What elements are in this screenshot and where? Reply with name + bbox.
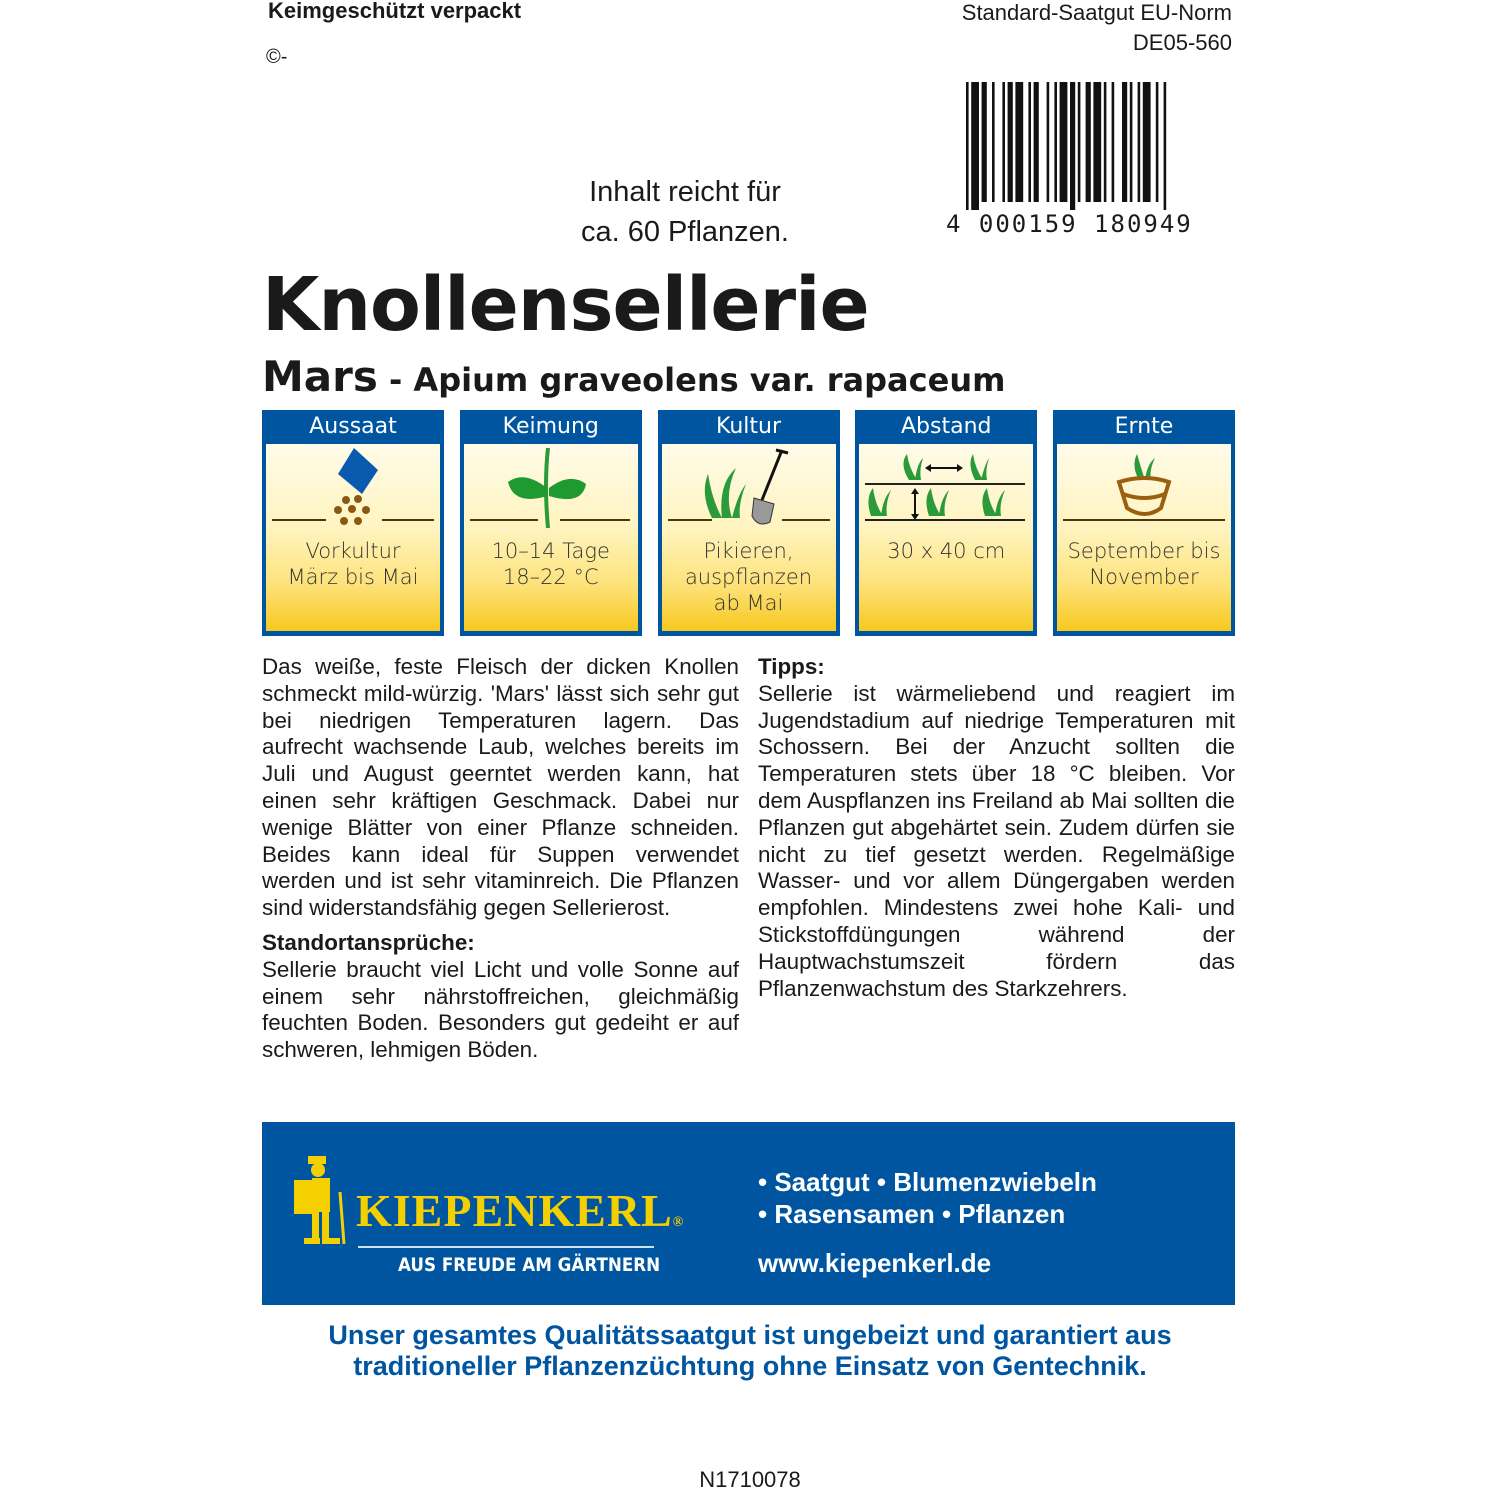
panel-text: September bis: [1067, 539, 1221, 563]
barcode-bar: [1156, 82, 1159, 202]
content-note-line: Inhalt reicht für: [589, 176, 781, 208]
barcode-bar: [1143, 82, 1151, 202]
product-subtitle: [262, 352, 1005, 401]
kiepenkerl-figure-icon: [292, 1152, 356, 1252]
description-column: [262, 654, 739, 1064]
barcode: [946, 82, 1222, 238]
plant-spade-icon: [662, 444, 836, 534]
variety-name: Mars: [262, 352, 378, 401]
panel-text: Vorkultur: [305, 539, 401, 563]
article-code: N1710078: [699, 1467, 801, 1492]
barcode-bar: [1130, 82, 1133, 202]
barcode-bar: [1002, 82, 1005, 202]
barcode-bar: [1028, 82, 1031, 202]
barcode-bar: [982, 82, 987, 202]
panel-aussaat: [262, 410, 444, 636]
panel-text: 30 x 40 cm: [887, 539, 1006, 563]
barcode-bar: [1008, 82, 1013, 202]
barcode-bar: [1086, 82, 1091, 202]
panel-text: November: [1089, 565, 1199, 589]
barcode-bar: [1164, 82, 1167, 210]
description-text: Das weiße, feste Fleisch der dicken Knollen schmeckt mild-würzig. 'Mars' lässt sich sehr gut bei niedrigen Temperaturen lagern. Das aufrecht wachsende Laub, welches bereits im Juli und August geerntet werden kann, hat einen sehr kräftigen Geschmack. Dabei nur wenige Blätter von einer Pflanze schneiden. Beides kann ideal für Suppen verwendet werden und ist sehr vitaminreich. Die Pflanzen sind widerstandsfähig gegen Sellerierost.: [262, 654, 739, 921]
barcode-bar: [971, 82, 979, 210]
brand-slogan: AUS FREUDE AM GÄRTNERN: [398, 1254, 661, 1276]
panel-title: Kultur: [715, 414, 781, 439]
quality-note: [0, 1320, 1500, 1382]
seed-packet-icon: [266, 444, 440, 534]
panel-text: 10–14 Tage: [491, 539, 610, 563]
seedling-icon: [464, 444, 638, 534]
germ-protected-label: Keimgeschützt verpackt: [268, 0, 522, 23]
location-text: Sellerie braucht viel Licht und volle Sonne auf einem sehr nährstoffreichen, gleichmäßig feuchten Boden. Besonders gut gedeiht er auf schweren, lehmigen Böden.: [262, 956, 739, 1063]
panel-keimung: [460, 410, 642, 636]
panel-text: ab Mai: [713, 591, 784, 615]
panel-title: Ernte: [1114, 414, 1174, 439]
content-note: [540, 172, 830, 252]
website-link[interactable]: www.kiepenkerl.de: [758, 1248, 992, 1278]
barcode-bar: [1034, 82, 1039, 202]
panel-text: Pikieren,: [703, 539, 794, 563]
panel-title: Aussaat: [309, 414, 397, 439]
product-categories: [758, 1166, 1097, 1230]
barcode-bar: [1054, 82, 1057, 202]
barcode-bar: [1112, 82, 1115, 202]
panel-title: Abstand: [901, 414, 992, 439]
barcode-bars: [966, 82, 1222, 210]
barcode-bar: [1015, 82, 1023, 202]
panel-title: Keimung: [502, 414, 599, 439]
panel-ernte: [1053, 410, 1235, 636]
barcode-bar: [1078, 82, 1081, 202]
harvest-basket-icon: [1057, 444, 1231, 534]
panel-text: März bis Mai: [287, 565, 419, 589]
tips-text: Sellerie ist wärmeliebend und reagiert im Jugendstadium auf niedrige Temperaturen mit Schossern. Bei der Anzucht sollten die Temperaturen stets über 18 °C bleiben. Vor dem Auspflanzen ins Freiland ab Mai sollten die Pflanzen gut abgehärtet sein. Zudem dürfen sie nicht zu tief gesetzt werden. Regelmäßige Wasser- und vor allem Düngergaben werden empfohlen. Mindestens zwei hohe Kali- und Stickstoffdüngungen während der Hauptwachstumszeit fördern das Pflanzenwachstum des Starkzehrers.: [758, 680, 1235, 1001]
barcode-bar: [1070, 82, 1075, 210]
barcode-digits: 4 000159 180949: [946, 210, 1193, 238]
quality-note-line: Unser gesamtes Qualitätssaatgut ist ungebeizt und garantiert aus: [328, 1320, 1172, 1350]
cultivation-panels: [262, 410, 1235, 636]
brand-logo: [356, 1184, 684, 1237]
latin-name: - Apium graveolens var. rapaceum: [377, 361, 1006, 399]
seed-standard: [962, 0, 1232, 58]
standard-label: Standard-Saatgut EU-Norm: [961, 0, 1232, 25]
quality-note-line: traditioneller Pflanzenzüchtung ohne Einsatz von Gentechnik.: [353, 1351, 1147, 1381]
product-category-line: • Rasensamen • Pflanzen: [758, 1199, 1066, 1229]
barcode-bar: [1122, 82, 1127, 202]
product-title: Knollensellerie: [262, 262, 869, 348]
location-heading: Standortansprüche:: [262, 929, 475, 955]
content-note-line: ca. 60 Pflanzen.: [581, 216, 789, 248]
tips-heading: Tipps:: [758, 654, 825, 679]
spacing-icon: [859, 444, 1033, 534]
panel-text: 18–22 °C: [502, 565, 599, 589]
registered-mark: ®: [672, 1215, 685, 1230]
tips-column: [758, 654, 1235, 1002]
barcode-bar: [966, 82, 969, 210]
barcode-bar: [1060, 82, 1068, 202]
barcode-bar: [992, 82, 995, 202]
standard-code: DE05-560: [1132, 30, 1232, 55]
barcode-bar: [1138, 82, 1141, 202]
panel-text: auspflanzen: [684, 565, 813, 589]
product-category-line: • Saatgut • Blumenzwiebeln: [758, 1167, 1097, 1197]
panel-abstand: [855, 410, 1037, 636]
panel-kultur: [658, 410, 840, 636]
brand-banner: [262, 1122, 1235, 1305]
barcode-bar: [1093, 82, 1101, 202]
barcode-bar: [1047, 82, 1050, 202]
origin-logo-mark: ©-: [266, 46, 288, 68]
brand-name: KIEPENKERL: [356, 1185, 673, 1236]
brand-divider: [358, 1246, 654, 1248]
barcode-bar: [1104, 82, 1107, 202]
